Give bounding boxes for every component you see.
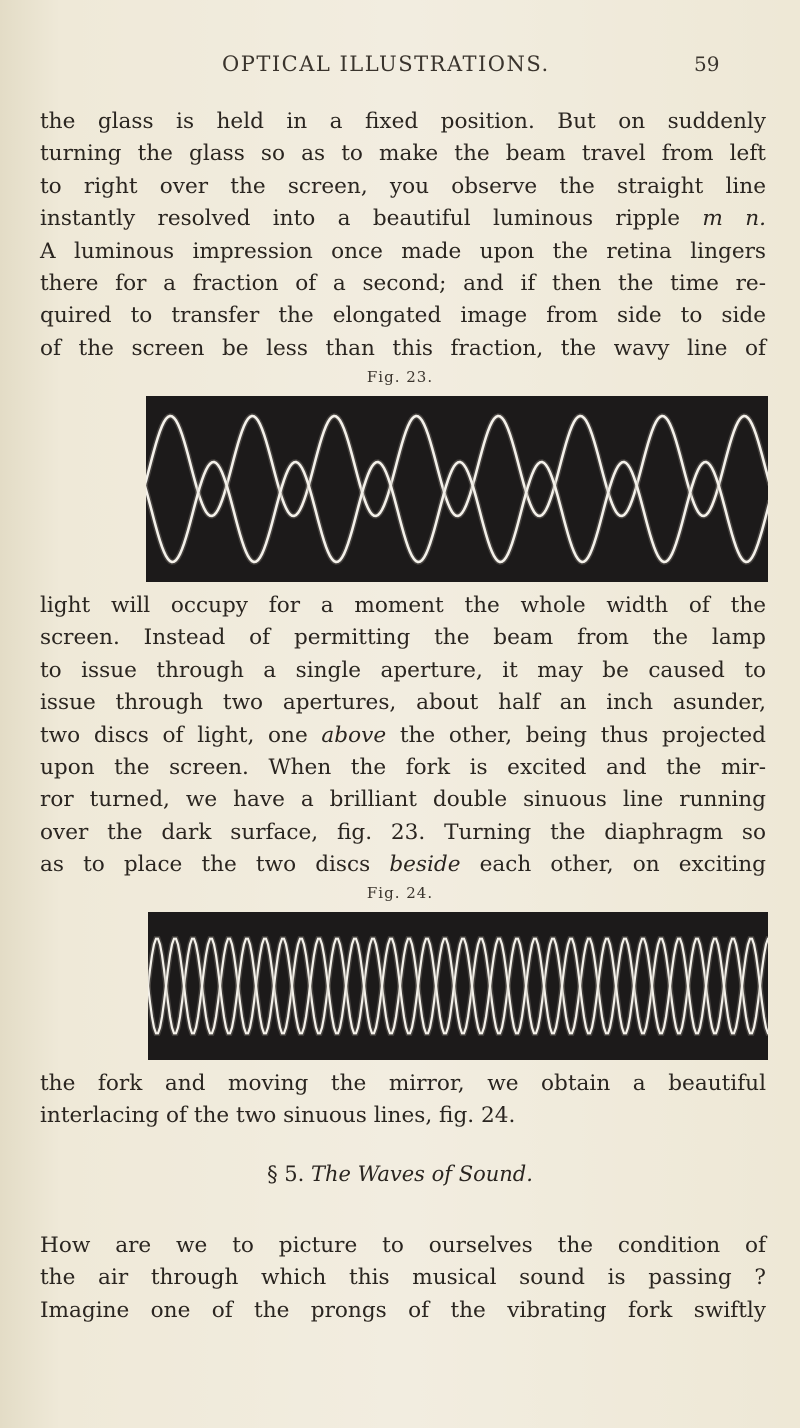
text-line: to right over the screen, you observe the straight line [40,173,766,199]
ripple-label: m n. [702,206,766,232]
figure-23-caption: Fig. 23. [366,368,434,386]
text-line [40,720,766,752]
text-line: the fork and moving the mirror, we obtain a beautiful [40,1071,766,1096]
text-line: over the dark surface, fig. 23. Turning the diaphragm so [40,819,766,845]
text-line [40,203,766,235]
text-line: Imagine one of the prongs of the vibrating fork swiftly [40,1297,766,1323]
paragraph-3 [40,1068,766,1133]
text-line [40,849,766,881]
text-fragment: each other, on exciting [479,852,766,878]
figure-24-interlacing-lines [148,912,768,1060]
figure-24-caption: Fig. 24. [366,884,434,902]
text-line: issue through two apertures, about half an inch asunder, [40,690,766,716]
paragraph-1 [40,106,766,365]
text-fragment: as to place the two discs [40,852,371,878]
paragraph-4 [40,1230,766,1327]
section-title: The Waves of Sound. [310,1162,533,1186]
text-fragment: two discs of light, one [40,722,308,748]
text-line: to issue through a single aperture, it may be caused to [40,657,766,683]
text-fragment: the other, being thus projected [399,722,766,748]
figure-23-illustration [146,396,768,582]
text-line: A luminous impression once made upon the retina lingers [40,238,766,264]
text-line: quired to transfer the elongated image from side to side [40,303,766,329]
page-number: 59 [694,52,720,76]
section-number: § 5. [267,1162,305,1186]
text-line: of the screen be less than this fraction, the wavy line of [40,335,766,361]
emphasis-beside: beside [389,852,461,878]
text-line: screen. Instead of permitting the beam from the lamp [40,625,766,651]
text-fragment: instantly resolved into a beautiful luminous ripple [40,206,680,232]
text-line: upon the screen. When the fork is excited and the mir- [40,755,766,781]
text-line: the glass is held in a fixed position. But on suddenly [40,109,766,134]
text-line: ror turned, we have a brilliant double sinuous line running [40,787,766,813]
figure-23-double-sinuous-line [146,396,768,582]
text-line: light will occupy for a moment the whole width of the [40,593,766,618]
text-line: turning the glass so as to make the beam travel from left [40,141,766,167]
section-heading [0,1162,800,1186]
text-line: there for a fraction of a second; and if then the time re- [40,271,766,297]
emphasis-above: above [321,722,387,748]
text-line: interlacing of the two sinuous lines, fig. 24. [40,1103,516,1129]
text-line: How are we to picture to ourselves the condition of [40,1233,766,1258]
paragraph-2 [40,590,766,882]
running-head [0,52,800,92]
running-title: OPTICAL ILLUSTRATIONS. [222,52,550,76]
text-line: the air through which this musical sound is passing ? [40,1265,766,1291]
figure-24-illustration [148,912,768,1060]
lower-sinuous-line [146,462,768,562]
